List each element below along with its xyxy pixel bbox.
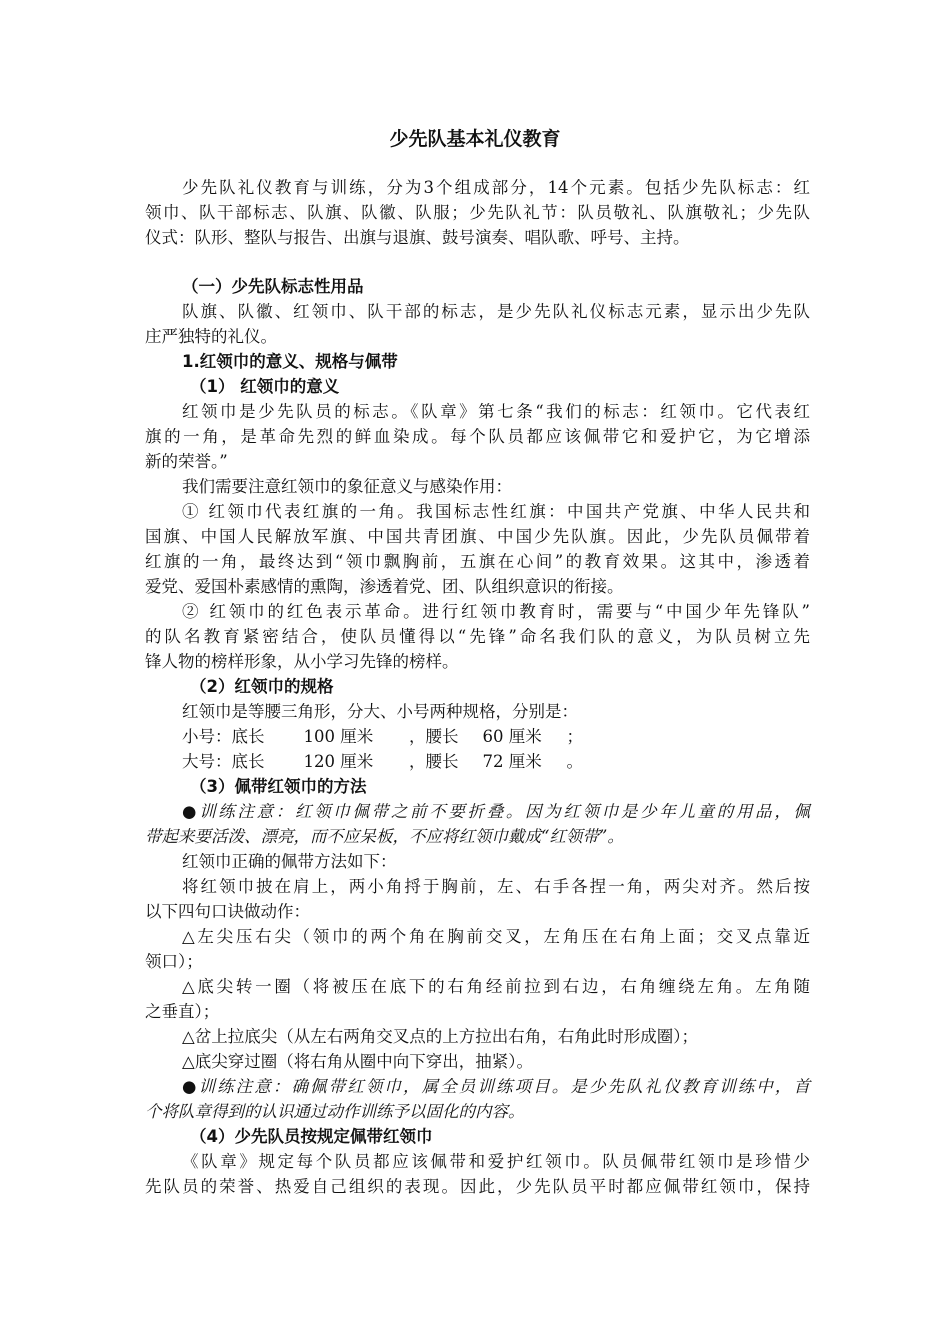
spec-end: ；: [566, 727, 583, 746]
intro-line: 仪式：队形、整队与报告、出旗与退旗、鼓号演奏、唱队歌、呼号、主持。: [145, 228, 690, 247]
paragraph-line: 《队章》规定每个队员都应该佩带和爱护红领巾。队员佩带红领巾是珍惜少: [182, 1152, 810, 1171]
spec-end: 。: [566, 752, 583, 771]
paragraph-line: 旗的一角，是革命先烈的鲜血染成。每个队员都应该佩带它和爱护它，为它增添: [145, 427, 810, 446]
training-note: 个将队章得到的认识通过动作训练予以固化的内容。: [145, 1102, 525, 1121]
step-line: 领口）；: [145, 952, 203, 971]
spec-large: [182, 750, 810, 774]
training-note: 带起来要活泼、漂亮，而不应呆板，不应将红领巾戴成“红领带”。: [145, 827, 624, 846]
paragraph-line: ① 红领巾代表红旗的一角。我国标志性红旗：中国共产党旗、中华人民共和: [182, 502, 810, 521]
step-line: 之垂直）；: [145, 1002, 220, 1021]
spec-waist: 72 厘米: [482, 752, 542, 771]
step-line: △左尖压右尖（领巾的两个角在胸前交叉，左角压在右角上面；交叉点靠近: [182, 927, 810, 946]
paragraph-line: ② 红领巾的红色表示革命。进行红领巾教育时，需要与“中国少年先锋队”: [182, 602, 810, 621]
subsection-heading: （2）红领巾的规格: [190, 677, 334, 696]
spec-sep: ，腰长: [409, 727, 459, 746]
paragraph-line: 队旗、队徽、红领巾、队干部的标志，是少先队礼仪标志元素，显示出少先队: [182, 302, 810, 321]
spec-base: 120 厘米: [303, 752, 374, 771]
spec-label: 大号：底长: [182, 752, 265, 771]
paragraph-line: 红旗的一角，最终达到“领巾飘胸前，五旗在心间”的教育效果。这其中，渗透着: [145, 552, 810, 571]
intro-line: 少先队礼仪教育与训练，分为3个组成部分，14个元素。包括少先队标志：红: [182, 178, 810, 197]
page-title: 少先队基本礼仪教育: [389, 128, 561, 150]
spec-waist: 60 厘米: [482, 727, 542, 746]
subsection-heading: （1） 红领巾的意义: [190, 377, 340, 396]
paragraph-line: 以下四句口诀做动作：: [145, 902, 310, 921]
paragraph-line: 将红领巾披在肩上，两小角捋于胸前，左、右手各捏一角，两尖对齐。然后按: [182, 877, 810, 896]
paragraph-line: 红领巾正确的佩带方法如下：: [182, 852, 397, 871]
step-line: △岔上拉底尖（从左右两角交叉点的上方拉出右角，右角此时形成圈）；: [182, 1027, 698, 1046]
subsection-heading: （4）少先队员按规定佩带红领巾: [190, 1127, 433, 1146]
paragraph-line: 新的荣誉。”: [145, 452, 228, 471]
subsection-heading: 1.红领巾的意义、规格与佩带: [182, 352, 398, 371]
paragraph-line: 的队名教育紧密结合，使队员懂得以“先锋”命名我们队的意义，为队员树立先: [145, 627, 810, 646]
paragraph-line: 庄严独特的礼仪。: [145, 327, 277, 346]
spec-small: [182, 725, 810, 749]
paragraph-line: 我们需要注意红领巾的象征意义与感染作用：: [182, 477, 512, 496]
step-line: △底尖转一圈（将被压在底下的右角经前拉到右边，右角缠绕左角。左角随: [182, 977, 810, 996]
spec-sep: ，腰长: [409, 752, 459, 771]
spec-label: 小号：底长: [182, 727, 265, 746]
paragraph-line: 国旗、中国人民解放军旗、中国共青团旗、中国少先队旗。因此，少先队员佩带着: [145, 527, 810, 546]
paragraph-line: 红领巾是等腰三角形，分大、小号两种规格，分别是：: [182, 702, 578, 721]
training-note: ●训练注意：红领巾佩带之前不要折叠。因为红领巾是少年儿童的用品，佩: [182, 802, 810, 821]
paragraph-line: 先队员的荣誉、热爱自己组织的表现。因此，少先队员平时都应佩带红领巾，保持: [145, 1177, 810, 1196]
intro-line: 领巾、队干部标志、队旗、队徽、队服；少先队礼节：队员敬礼、队旗敬礼；少先队: [145, 203, 810, 222]
section-heading: （一）少先队标志性用品: [182, 277, 364, 296]
spec-base: 100 厘米: [303, 727, 374, 746]
training-note: ●训练注意：确佩带红领巾，属全员训练项目。是少先队礼仪教育训练中，首: [182, 1077, 810, 1096]
paragraph-line: 锋人物的榜样形象，从小学习先锋的榜样。: [145, 652, 459, 671]
paragraph-line: 爱党、爱国朴素感情的熏陶，渗透着党、团、队组织意识的衔接。: [145, 577, 624, 596]
paragraph-line: 红领巾是少先队员的标志。《队章》第七条“我们的标志：红领巾。它代表红: [182, 402, 810, 421]
subsection-heading: （3）佩带红领巾的方法: [190, 777, 367, 796]
step-line: △底尖穿过圈（将右角从圈中向下穿出，抽紧）。: [182, 1052, 533, 1071]
